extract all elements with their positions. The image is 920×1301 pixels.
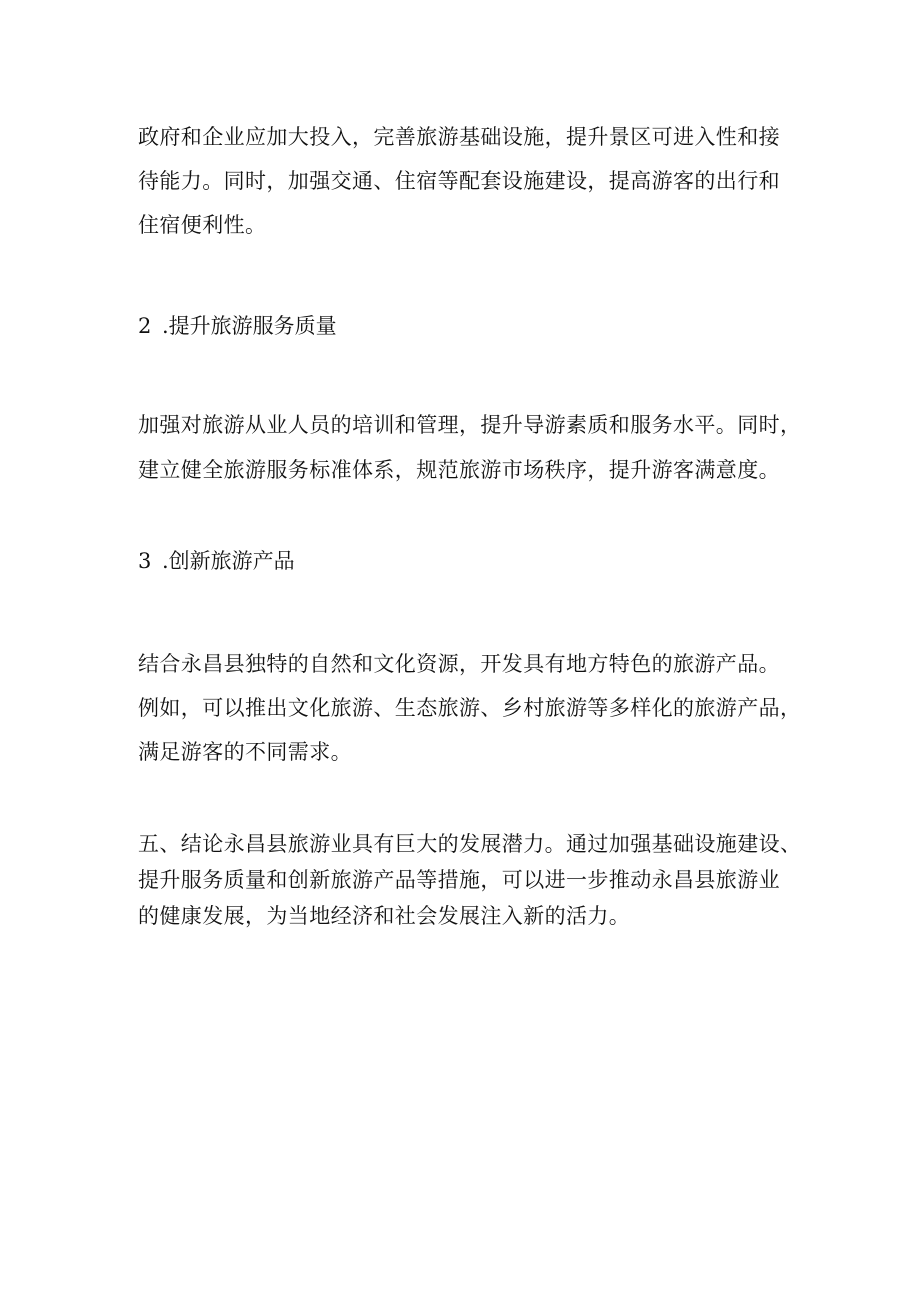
- section-title: .提升旅游服务质量: [162, 314, 337, 338]
- text-line: 政府和企业应加大投入，完善旅游基础设施，提升景区可进入性和接: [138, 125, 780, 149]
- paragraph-service-quality: [138, 403, 802, 493]
- text-line: 满足游客的不同需求。: [138, 740, 352, 764]
- text-line: 加强对旅游从业人员的培训和管理，提升导游素质和服务水平。同时，: [138, 413, 802, 437]
- paragraph-infrastructure: [138, 115, 798, 247]
- section-number: 2: [138, 314, 152, 338]
- section-number: 3: [138, 549, 152, 573]
- section-title: .创新旅游产品: [162, 549, 295, 573]
- text-line: 住宿便利性。: [138, 213, 267, 237]
- section-heading-service-quality: [138, 310, 798, 342]
- text-line: 待能力。同时，加强交通、住宿等配套设施建设，提高游客的出行和: [138, 169, 780, 193]
- text-line: 建立健全旅游服务标准体系，规范旅游市场秩序，提升游客满意度。: [138, 458, 780, 482]
- text-line: 例如，可以推出文化旅游、生态旅游、乡村旅游等多样化的旅游产品，: [138, 696, 802, 720]
- text-line: 结合永昌县独特的自然和文化资源，开发具有地方特色的旅游产品。: [138, 652, 780, 676]
- paragraph-innovation: [138, 642, 802, 774]
- text-line: 五、结论永昌县旅游业具有巨大的发展潜力。通过加强基础设施建设、: [138, 832, 802, 856]
- paragraph-conclusion: [138, 826, 802, 934]
- section-heading-innovation: [138, 545, 798, 577]
- text-line: 的健康发展，为当地经济和社会发展注入新的活力。: [138, 904, 631, 928]
- text-line: 提升服务质量和创新旅游产品等措施，可以进一步推动永昌县旅游业: [138, 868, 780, 892]
